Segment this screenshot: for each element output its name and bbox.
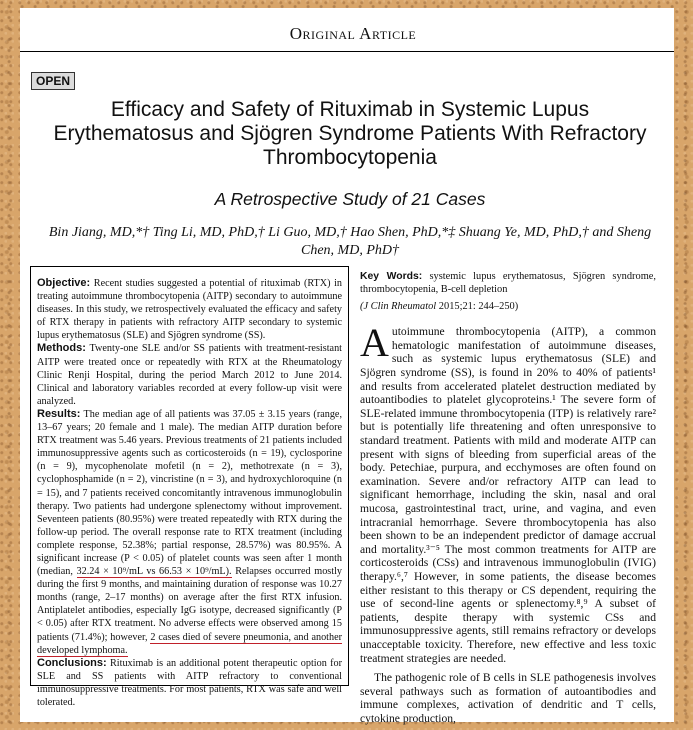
article-subtitle: A Retrospective Study of 21 Cases bbox=[214, 189, 486, 209]
objective-text: Recent studies suggested a potential of rituximab (RTX) in treating autoimmune thrombocytopenia (AITP) secondary to autoimmune diseases. In this study, we retrospectively evaluated the efficacy and safety of RTX therapy in patients with refractory AITP secondary to systemic lupus erythematosus (SLE) and Sjögren syndrome (SS). bbox=[37, 278, 343, 342]
keywords bbox=[360, 270, 656, 296]
abstract-methods bbox=[37, 342, 342, 407]
highlight-platelet-counts: 32.24 × 10⁹/mL vs 66.53 × 10⁹/mL). bbox=[76, 566, 232, 578]
keywords-text: systemic lupus erythematosus, Sjögren syndrome, thrombocytopenia, B-cell depletion bbox=[360, 271, 656, 296]
open-access-badge: OPEN bbox=[31, 72, 75, 90]
methods-text: Twenty-one SLE and/or SS patients with treatment-resistant AITP were treated once or repeatedly with RTX at the Rheumatology Clinic Renji Hospital, during the period March 2012 to June 2014. Clinical and laboratory variables recorded at every follow-up visit were analyzed. bbox=[37, 343, 342, 407]
keywords-label: Key Words: bbox=[360, 271, 423, 282]
drop-cap: A bbox=[360, 320, 389, 366]
results-label: Results: bbox=[37, 407, 81, 420]
author-list: Bin Jiang, MD,*† Ting Li, MD, PhD,† Li Guo, MD,† Hao Shen, PhD,*‡ Shuang Ye, MD, PhD,† and Sheng Chen, MD, PhD† bbox=[48, 225, 652, 258]
results-text-2: Relapses occurred mostly during the first 9 months, and maintaining duration of response was 10.27 months (range, 2–17 months) on average after the first RTX infusion. Antiplatelet antibodies, especially IgG isotype, decreased significantly (P < 0.05) after RTX treatment. No adverse effects were observed among 15 patients (71.4%); however, bbox=[37, 566, 343, 643]
section-header: Original Article bbox=[289, 24, 417, 43]
abstract-results bbox=[37, 408, 342, 657]
body-paragraph-2: The pathogenic role of B cells in SLE pathogenesis involves several pathways such as formation of autoantibodies and immune complexes, activation of dendritic and T cells, cytokine production, bbox=[360, 671, 656, 725]
conclusions-text: Rituximab is an additional potent therapeutic option for SLE and SS patients with AITP refractory to conventional immunosuppressive treatments. For most patients, RTX was safe and well tolerated. bbox=[37, 657, 343, 708]
citation-journal: J Clin Rheumatol bbox=[363, 301, 437, 313]
article-page bbox=[20, 8, 674, 725]
article-body bbox=[360, 320, 656, 725]
right-column bbox=[360, 270, 656, 730]
header-rule bbox=[20, 51, 674, 52]
abstract-objective bbox=[37, 277, 342, 342]
abstract-conclusions bbox=[37, 657, 342, 709]
highlight-adverse-outcomes: 2 cases died of severe pneumonia, and another developed lymphoma. bbox=[37, 631, 343, 656]
article-title: Efficacy and Safety of Rituximab in Systemic Lupus Erythematosus and Sjögren Syndrome Patients With Refractory Thrombocytopenia bbox=[53, 98, 647, 169]
abstract-box bbox=[30, 266, 349, 708]
results-text-1: The median age of all patients was 37.05 ± 3.15 years (range, 13–67 years; 20 female and 1 male). The median AITP duration before RTX treatment was 5.46 years. Previous treatments of 21 patients included immunosuppressive agents such as corticosteroids (n = 19), cyclosporine (n = 9), mycophenolate mofetil (n = 2), methotrexate (n = 3), cyclophosphamide (n = 2), vincristine (n = 3), and hydroxychloroquine (n = 15), and 7 patients received concomitantly intravenous immunoglobulin therapy. Two patients had undergone splenectomy without improvement. Seventeen patients (80.95%) were treated repeatedly with RTX during the follow-up period. The overall response rate to RTX treatment (including complete response, 52.38%; partial response, 28.57%) was 80.95%. A significant increase (P < 0.05) of platelet counts was seen after 1 month (median, bbox=[37, 408, 342, 578]
body-paragraph-1-text: utoimmune thrombocytopenia (AITP), a common hematologic manifestation of autoimmune diseases, such as systemic lupus erythematosus (SLE) and Sjögren syndrome (SS), is found in 20% to 40% of patients¹ and results from accelerated platelet destruction mediated by autoantibodies to platelet glycoproteins.¹ The severe form of SLE-related immune thrombocytopenia (ITP) is relatively rare² but is potentially life threatening and often unresponsive to standard treatment. Patients with mild and moderate AITP can present with signs of bleeding from superficial areas of the body. Petechiae, purpura, and ecchymoses are often found on examination. Severe and/or refractory AITP can lead to significant hemorrhage, including the skin, nasal and oral mucosa, gastrointestinal tract, urine, and vagina, and even intracranial hemorrhage. Severe thrombocytopenia has also been shown to be an independent predictor of damage accrual and mortality.³⁻⁵ The most common treatments for AITP are corticosteroids (CSs) and intravenous immunoglobulin (IVIG) therapy.⁶,⁷ However, in some patients, the disease becomes either resistant to this therapy or CS dependent, requiring the use of second-line agents or splenectomy.⁸,⁹ A subset of patients, despite therapy with systemic CSs and immunosuppressive agents, still remains refractory or develops unacceptable toxicity. Therefore, new effective and less toxic treatment strategies are needed. bbox=[360, 325, 656, 665]
citation: (J Clin Rheumatol 2015;21: 244–250) bbox=[360, 301, 519, 313]
conclusions-label: Conclusions: bbox=[37, 656, 107, 669]
citation-details: 2015;21: 244–250) bbox=[436, 301, 519, 313]
methods-label: Methods: bbox=[37, 342, 86, 355]
objective-label: Objective: bbox=[37, 277, 91, 289]
body-paragraph-1 bbox=[360, 320, 656, 665]
